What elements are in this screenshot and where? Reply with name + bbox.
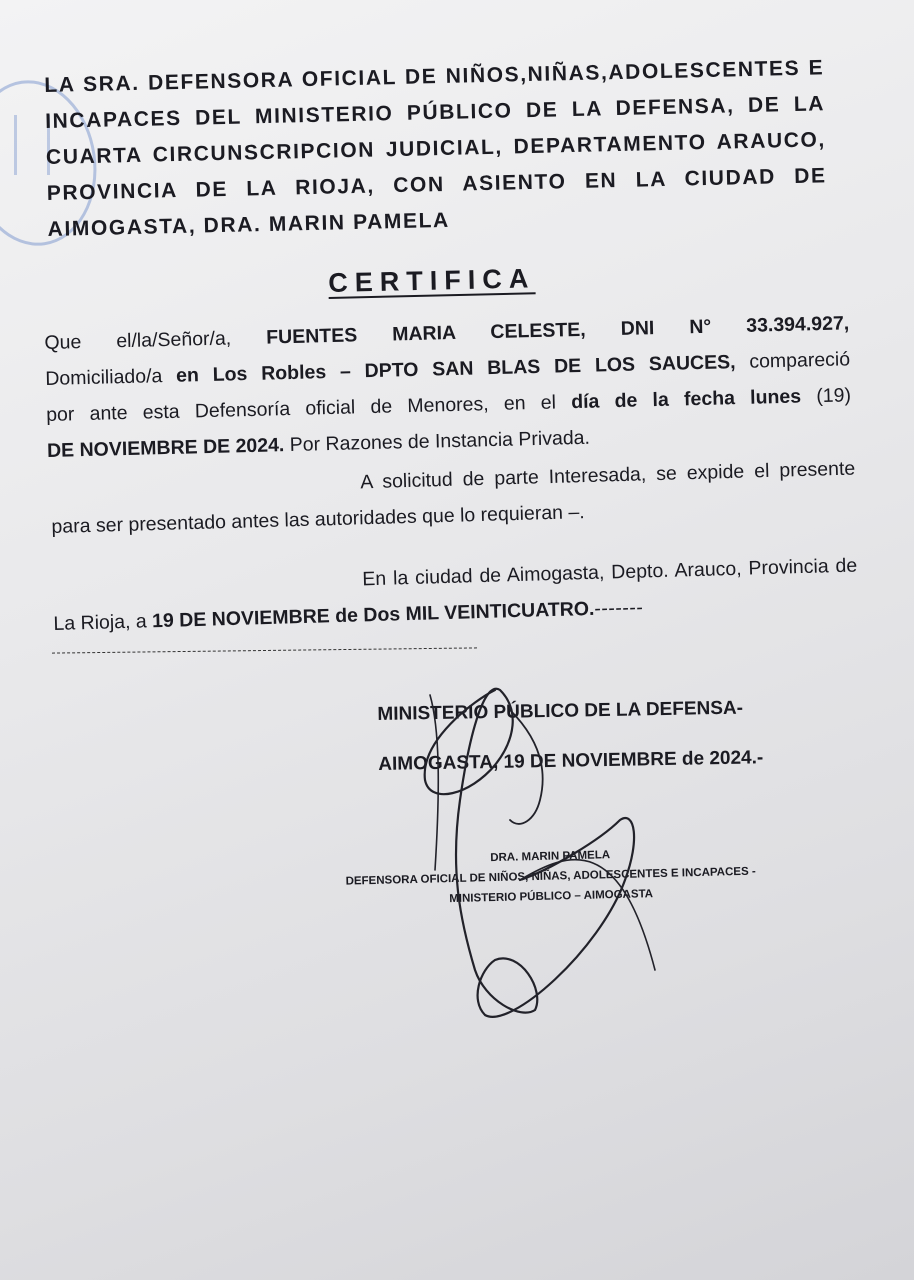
document-header: LA SRA. DEFENSORA OFICIAL DE NIÑOS,NIÑAS,ADOLESCENTES E INCAPACES DEL MINISTERIO PÚBLICO DE LA DEFENSA, DE LA CUARTA CIRCUNSCRIPCION JUDICIAL, DEPARTAMENTO ARAUCO, PROVINCIA DE LA RIOJA, CON ASIENTO EN LA CIUDAD DE AIMOGASTA, DRA. MARIN PAMELA — [44, 56, 827, 241]
document-title: CERTIFICA — [328, 263, 536, 298]
person-name: FUENTES MARIA CELESTE, — [265, 318, 586, 349]
signatory-name: DRA. MARIN PAMELA — [490, 849, 611, 865]
dash-line — [52, 647, 477, 653]
ministerio-line: MINISTERIO PÚBLICO DE LA DEFENSA- — [377, 697, 744, 725]
place-date-paragraph: En la ciudad de Aimogasta, Depto. Arauco, Provincia de La Rioja, a 19 DE NOVIEMBRE de Dos MIL VEINTICUATRO.------- — [53, 554, 858, 635]
paragraph-line: Que el/la/Señor/a, FUENTES MARIA CELESTE, DNI N° 33.394.927, — [44, 312, 850, 354]
issue-year: Dos MIL VEINTICUATRO. — [363, 597, 595, 627]
signatory-office: MINISTERIO PÚBLICO – AIMOGASTA — [449, 888, 654, 906]
paragraph-line: por ante esta Defensoría oficial de Menores, en el día de la fecha lunes (19) — [45, 384, 852, 426]
ministerio-date-line: AIMOGASTA, 19 DE NOVIEMBRE de 2024.- — [378, 747, 764, 775]
appearance-date: DE NOVIEMBRE DE 2024. — [46, 434, 285, 462]
certification-paragraph — [44, 305, 852, 469]
issue-date: 19 DE NOVIEMBRE de — [151, 604, 359, 633]
dni-number: 33.394.927, — [745, 312, 850, 337]
paragraph-line: Domiciliado/a en Los Robles – DPTO SAN BLAS DE LOS SAUCES, compareció — [45, 348, 851, 390]
handwritten-signature — [400, 670, 680, 1040]
paragraph-line: DE NOVIEMBRE DE 2024. Por Razones de Instancia Privada. — [46, 426, 591, 462]
issuance-paragraph: A solicitud de parte Interesada, se expide el presente para ser presentado antes las autoridades que lo requieran –. — [51, 457, 856, 538]
domicile: en Los Robles – DPTO SAN BLAS DE LOS SAUCES, — [175, 351, 736, 387]
signatory-role: DEFENSORA OFICIAL DE NIÑOS, NIÑAS, ADOLESCENTES E INCAPACES - — [345, 865, 756, 888]
